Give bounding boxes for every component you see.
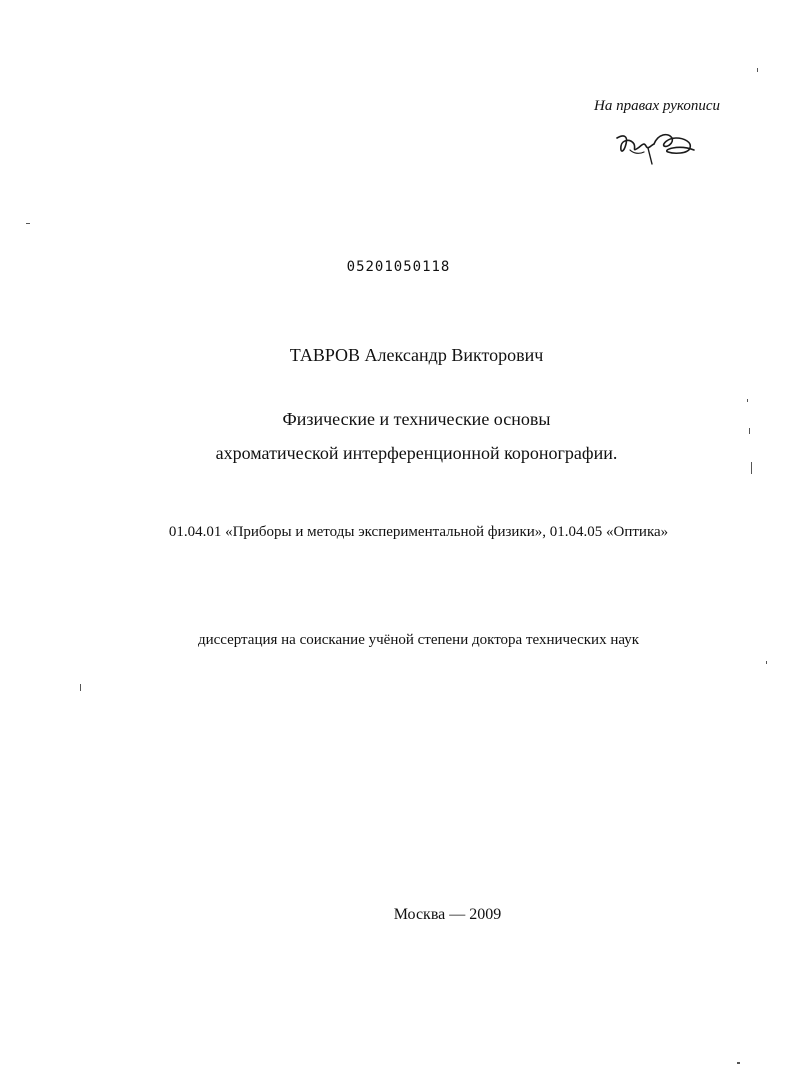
scan-speck — [757, 68, 758, 72]
scan-speck — [26, 223, 30, 224]
author-name: ТАВРОВ Александр Викторович — [289, 345, 544, 365]
scan-speck — [737, 1062, 740, 1064]
title-line-1: Физические и технические основы — [282, 409, 551, 429]
specialty-codes: 01.04.01 «Приборы и методы экспериментальной физики», 01.04.05 «Оптика» — [168, 524, 669, 540]
scan-speck — [749, 428, 750, 434]
scan-speck — [80, 684, 81, 691]
scan-speck — [751, 462, 752, 474]
degree-statement: диссертация на соискание учёной степени доктора технических наук — [197, 632, 640, 648]
scan-speck — [766, 661, 767, 664]
document-number: 05201050118 — [346, 259, 451, 275]
scan-speck — [747, 399, 748, 402]
title-line-2: ахроматической интерференционной коронографии. — [215, 443, 618, 463]
dissertation-title — [0, 402, 797, 470]
signature-icon — [612, 124, 698, 166]
place-and-year: Москва — 2009 — [393, 906, 502, 923]
rights-note: На правах рукописи — [594, 98, 720, 114]
